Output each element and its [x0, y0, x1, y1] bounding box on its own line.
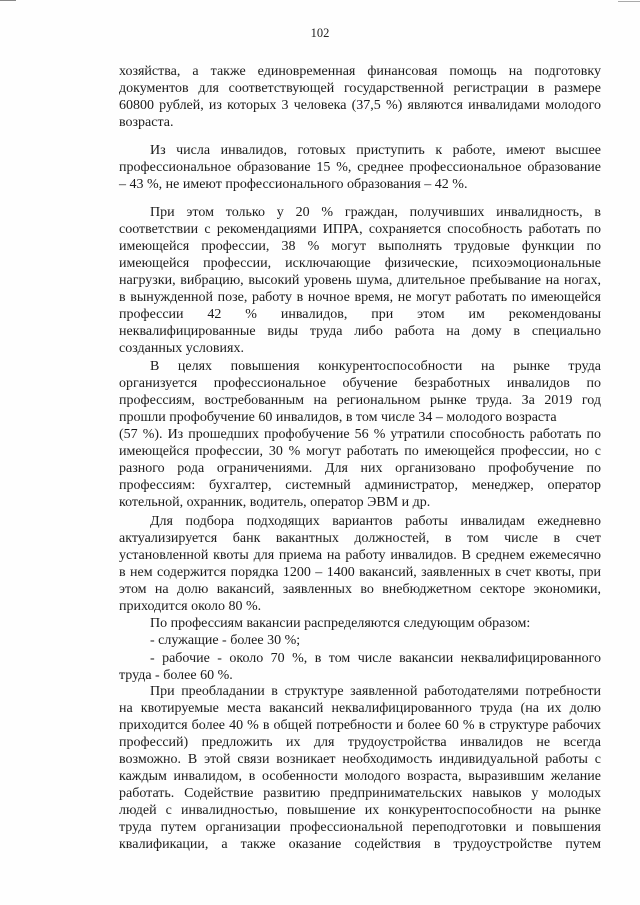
text-line: в вынужденной позе, работу в ночное время, не могут работать по имеющейся — [119, 290, 601, 305]
text-line: неквалифицированные виды труда либо работа на дому в специально — [119, 324, 601, 339]
text-line: профессиям, востребованным на региональном рынке труда. За 2019 год — [119, 393, 601, 408]
text-line: квалификации, а также оказание содействия в трудоустройстве путем — [119, 837, 601, 852]
scan-edge-mark — [0, 0, 16, 1]
scan-edge-mark — [618, 1, 640, 2]
text-line: документов для соответствующей государственной регистрации в размере — [119, 81, 601, 96]
text-line: возраста. — [119, 115, 174, 130]
text-line: - рабочие - около 70 %, в том числе вакансии неквалифицированного — [150, 651, 601, 666]
text-line: на квотируемые места вакансий неквалифицированного труда (на их долю — [119, 701, 601, 716]
text-line: организуется профессиональное обучение безработных инвалидов по — [119, 376, 601, 391]
text-line: нагрузки, вибрацию, высокий уровень шума, длительное пребывание на ногах, — [119, 273, 601, 288]
text-line: (57 %). Из прошедших профобучение 56 % утратили способность работать по — [119, 427, 601, 442]
text-line: котельной, охранник, водитель, оператор ЭВМ и др. — [119, 495, 431, 510]
text-line: созданных условиях. — [119, 341, 244, 356]
text-line: профессиональное образование 15 %, среднее профессиональное образование — [119, 160, 601, 175]
text-line: Из числа инвалидов, готовых приступить к работе, имеют высшее — [150, 143, 601, 158]
text-line: труда путем организации профессиональной переподготовки и повышения — [119, 820, 601, 835]
page-number: 102 — [310, 26, 330, 40]
text-line: приходится около 80 %. — [119, 599, 262, 614]
text-line: При преобладании в структуре заявленной работодателями потребности — [150, 684, 601, 699]
text-line: В целях повышения конкурентоспособности на рынке труда — [150, 359, 601, 374]
text-line: 60800 рублей, из которых 3 человека (37,5 %) являются инвалидами молодого — [119, 98, 601, 113]
text-line: работать. Содействие развитию предпринимательских навыков у молодых — [119, 786, 601, 801]
text-line: в нем содержится порядка 1200 – 1400 вакансий, заявленных в счет квоты, при — [119, 565, 601, 580]
text-line: имеющейся профессии, 38 % могут выполнять трудовые функции по — [119, 239, 601, 254]
text-line: – 43 %, не имеют профессионального образования – 42 %. — [119, 177, 468, 192]
text-line: При этом только у 20 % граждан, получивших инвалидность, в — [150, 205, 601, 220]
text-line: этом на долю вакансий, заявленных во внебюджетном секторе экономики, — [119, 582, 601, 597]
text-line: По профессиям вакансии распределяются следующим образом: — [150, 616, 531, 631]
text-line: профессиям: бухгалтер, системный администратор, менеджер, оператор — [119, 478, 601, 493]
text-line: имеющейся профессии, исключающие физические, психоэмоциональные — [119, 256, 601, 271]
text-line: профессии 42 % инвалидов, при этом им рекомендованы — [119, 307, 601, 322]
text-line: актуализируется банк вакантных должностей, в том числе в счет — [119, 531, 601, 546]
text-line: людей с инвалидностью, повышение их конкурентоспособности на рынке — [119, 803, 601, 818]
text-line: прошли профобучение 60 инвалидов, в том числе 34 – молодого возраста — [119, 410, 557, 425]
text-line: соответствии с рекомендациями ИПРА, сохраняется способность работать по — [119, 222, 601, 237]
text-line: Для подбора подходящих вариантов работы инвалидам ежедневно — [150, 514, 601, 529]
text-line: труда - более 60 %. — [119, 668, 233, 683]
text-line: возможно. В этой связи возникает необходимость индивидуальной работы с — [119, 752, 601, 767]
text-line: каждым инвалидом, в особенности молодого возраста, выразившим желание — [119, 769, 601, 784]
text-line: имеющейся профессии, 30 % могут работать по имеющейся профессии, но с — [119, 444, 601, 459]
text-line: установленной квоты для приема на работу инвалидов. В среднем ежемесячно — [119, 548, 601, 563]
text-line: профессий) предложить их для трудоустройства инвалидов не всегда — [119, 735, 601, 750]
text-line: хозяйства, а также единовременная финансовая помощь на подготовку — [119, 64, 601, 79]
text-line: разного рода ограничениями. Для них организовано профобучение по — [119, 461, 601, 476]
text-line: - служащие - более 30 %; — [150, 633, 301, 648]
text-line: приходится более 40 % в общей потребности и более 60 % в структуре рабочих — [119, 718, 601, 733]
